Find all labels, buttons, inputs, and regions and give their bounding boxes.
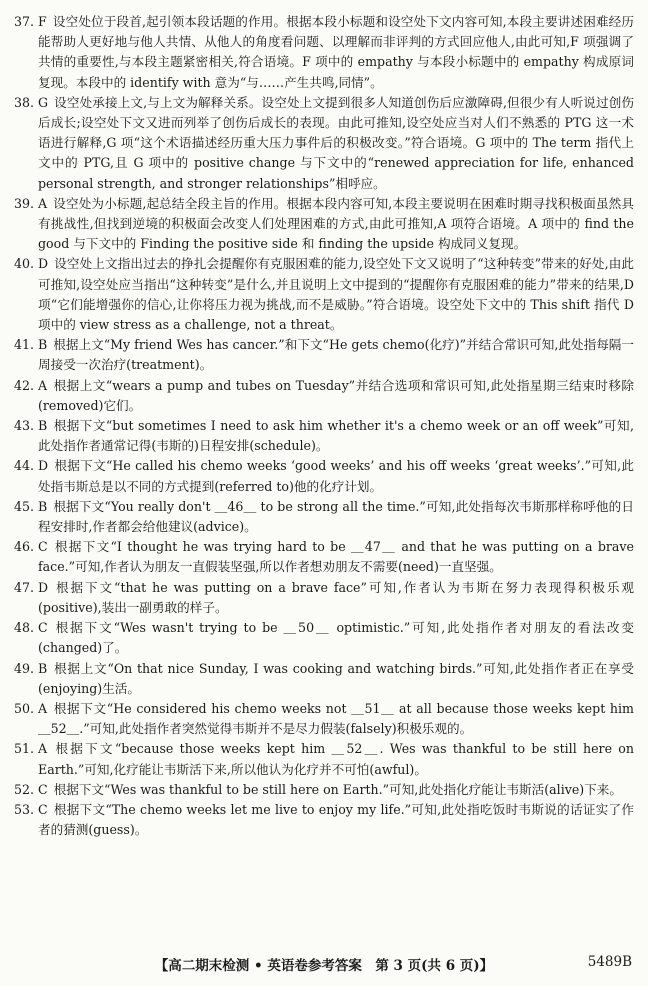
item-explanation: 设空处上文指出过去的挣扎会提醒你有克服困难的能力,设空处下文又说明了“这种转变”带来的好处,由此可推知,设空处应当指出“这种转变”是什么,并且说明上文中提到的“提醒你有克服困难的能力”带来的结果,D 项“它们能增强你的信心,让你将压力视为挑战,而不是威胁。”符合语境。设空处下文中的 This shift 指代 D 项中的 view stress as a challenge, not a threat。: [38, 256, 634, 333]
item-explanation: 根据下文“Wes wasn't trying to be ＿50＿ optimistic.”可知,此处指作者对朋友的看法改变(changed)了。: [38, 620, 634, 656]
item-answer: D: [38, 458, 49, 474]
item-answer: G: [38, 94, 49, 110]
item-number: 45.: [14, 498, 35, 514]
item-answer: B: [38, 418, 48, 434]
answer-item: [14, 456, 634, 496]
answer-item: [14, 780, 634, 800]
item-answer: A: [38, 700, 48, 716]
item-number: 50.: [14, 700, 35, 716]
item-explanation: 根据下文“I thought he was trying hard to be ＿47＿ and that he was putting on a brave face.”可知,作者认为朋友一直假装坚强,所以作者想劝朋友不需要(need)一直坚强。: [38, 539, 634, 575]
item-number: 44.: [14, 458, 35, 474]
item-answer: C: [38, 781, 48, 797]
footer-title: 【高二期末检测 • 英语卷参考答案 第 3 页(共 6 页)】: [154, 958, 494, 974]
answer-list: [14, 12, 634, 840]
item-number: 41.: [14, 337, 35, 353]
answer-item: [14, 578, 634, 618]
answer-item: [14, 93, 634, 194]
item-answer: A: [38, 741, 48, 757]
item-answer: B: [38, 660, 48, 676]
item-answer: C: [38, 620, 48, 636]
item-answer: B: [38, 337, 48, 353]
item-number: 43.: [14, 418, 35, 434]
answer-item: [14, 699, 634, 739]
item-explanation: 根据下文“He called his chemo weeks ‘good weeks’ and his off weeks ‘great weeks’.”可知,此处指韦斯总是以不同的方式提到(referred to)他的化疗计划。: [38, 458, 634, 494]
page-footer: [0, 954, 648, 974]
item-number: 53.: [14, 801, 35, 817]
item-answer: C: [38, 539, 48, 555]
item-number: 37.: [14, 14, 35, 29]
answer-item: [14, 416, 634, 456]
answer-item: [14, 194, 634, 255]
item-explanation: 根据下文“Wes was thankful to be still here on Earth.”可知,此处指化疗能让韦斯活(alive)下来。: [53, 781, 622, 797]
answer-item: [14, 335, 634, 375]
item-number: 47.: [14, 579, 35, 595]
item-explanation: 根据上文“My friend Wes has cancer.”和下文“He gets chemo(化疗)”并结合常识可知,此处指每隔一周接受一次治疗(treatment)。: [38, 337, 634, 373]
answer-item: [14, 739, 634, 779]
answer-item: [14, 376, 634, 416]
item-answer: A: [38, 195, 48, 211]
item-explanation: 根据下文“He considered his chemo weeks not ＿51＿ at all because those weeks kept him ＿52＿.”可知,此处指作者突然觉得韦斯并不是尽力假装(falsely)积极乐观的。: [38, 700, 634, 737]
item-answer: C: [38, 801, 48, 817]
item-number: 49.: [14, 660, 35, 676]
item-number: 38.: [14, 94, 35, 110]
item-number: 39.: [14, 195, 35, 211]
item-answer: F: [38, 14, 47, 29]
item-number: 52.: [14, 781, 35, 797]
item-number: 48.: [14, 620, 35, 636]
answer-item: [14, 537, 634, 577]
answer-item: [14, 618, 634, 658]
item-number: 51.: [14, 741, 35, 757]
item-number: 46.: [14, 539, 35, 555]
item-explanation: 根据上文“On that nice Sunday, I was cooking and watching birds.”可知,此处指作者正在享受(enjoying)生活。: [38, 660, 634, 696]
answer-item: [14, 254, 634, 335]
item-explanation: 根据下文“that he was putting on a brave face”可知,作者认为韦斯在努力表现得积极乐观(positive),装出一副勇敢的样子。: [38, 579, 634, 615]
item-explanation: 根据下文“You really don't ＿46＿ to be strong all the time.”可知,此处指每次韦斯那样称呼他的日程安排时,作者都会给他建议(advice)。: [38, 498, 634, 535]
answer-item: [14, 659, 634, 699]
item-explanation: 根据上文“wears a pump and tubes on Tuesday”并结合选项和常识可知,此处指星期三结束时移除(removed)它们。: [38, 377, 634, 413]
item-answer: B: [38, 498, 48, 514]
item-explanation: 根据下文“because those weeks kept him ＿52＿. Wes was thankful to be still here on Earth.”可知,化疗能让韦斯活下来,所以他认为化疗并不可怕(awful)。: [38, 741, 634, 777]
item-explanation: 设空处为小标题,起总结全段主旨的作用。根据本段内容可知,本段主要说明在困难时期寻找积极面虽然具有挑战性,但找到逆境的积极面会改变人们处理困难的方式,由此可推知,A 项符合语境。A 项中的 find the good 与下文中的 Finding the positive side 和 finding the upside 构成同义复现。: [38, 195, 634, 252]
item-answer: D: [38, 256, 49, 272]
item-answer: A: [38, 377, 48, 393]
item-answer: D: [38, 579, 49, 595]
item-explanation: 设空处承接上文,与上文为解释关系。设空处上文提到很多人知道创伤后应激障碍,但很少有人听说过创伤后成长;设空处下文又进而列举了创伤后成长的表现。由此可推知,设空处应当对人们不熟悉的 PTG 这一术语进行解释,G 项“这个术语描述经历重大压力事件后的积极改变。”符合语境。G 项中的 The term 指代上文中的 PTG,且 G 项中的 positive change 与下文中的“renewed appreciation for life, enhanced personal strength, and stronger relationships”相呼应。: [38, 94, 634, 191]
answer-item: [14, 800, 634, 840]
answer-item: [14, 12, 634, 93]
item-number: 42.: [14, 377, 35, 393]
answer-item: [14, 497, 634, 537]
item-explanation: 设空处位于段首,起引领本段话题的作用。根据本段小标题和设空处下文内容可知,本段主要讲述困难经历能帮助人更好地与他人共情、从他人的角度看问题、以理解而非评判的方式回应他人,由此可知,F 项强调了共情的重要性,与本段主题紧密相关,符合语境。F 项中的 empathy 与本段小标题中的 empathy 构成原词复现。本段中的 identify with 意为“与……产生共鸣,同情”。: [38, 14, 634, 90]
item-number: 40.: [14, 256, 35, 272]
item-explanation: 根据下文“but sometimes I need to ask him whether it's a chemo week or an off week”可知,此处指作者通常记得(韦斯的)日程安排(schedule)。: [38, 418, 634, 454]
item-explanation: 根据下文“The chemo weeks let me live to enjoy my life.”可知,此处指吃饭时韦斯说的话证实了作者的猜测(guess)。: [38, 801, 634, 838]
paper-code: 5489B: [587, 954, 632, 970]
